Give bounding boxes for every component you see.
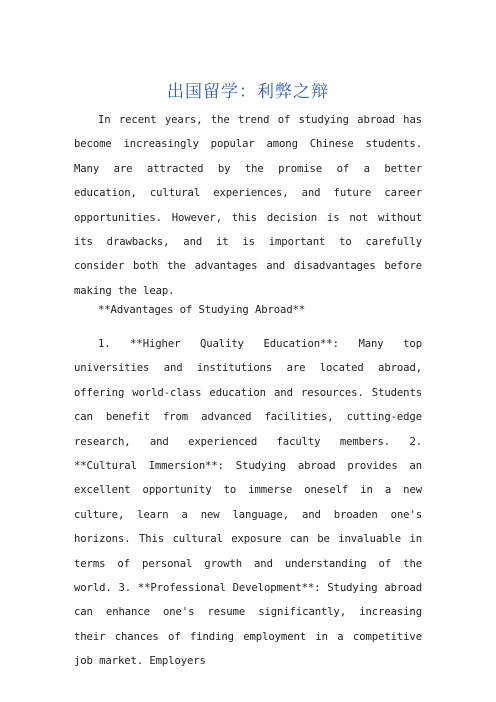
advantages-heading: **Advantages of Studying Abroad** [98,304,306,316]
document-title: 出国留学：利弊之辩 [167,82,329,102]
intro-paragraph: In recent years, the trend of studying abroad has become increasingly popular among Chinese students. Many are attracted by the promise of a better education, cultural experiences, and future career opportunities. However, this decision is not without its drawbacks, and it is important to carefully consider both the advantages and disadvantages before making the leap. [74,114,422,297]
advantages-paragraph: 1. **Higher Quality Education**: Many top universities and institutions are located abroad, offering world-class education and resources. Students can benefit from advanced facilities, cutting-edge research, and experienced faculty members. 2. **Cultural Immersion**: Studying abroad provides an excellent opportunity to immerse oneself in a new culture, learn a new language, and broaden one's horizons. This cultural exposure can be invaluable in terms of personal growth and understanding of the world. 3. **Professional Development**: Studying abroad can enhance one's resume significantly, increasing their chances of finding employment in a competitive job market. Employers [74,338,422,668]
